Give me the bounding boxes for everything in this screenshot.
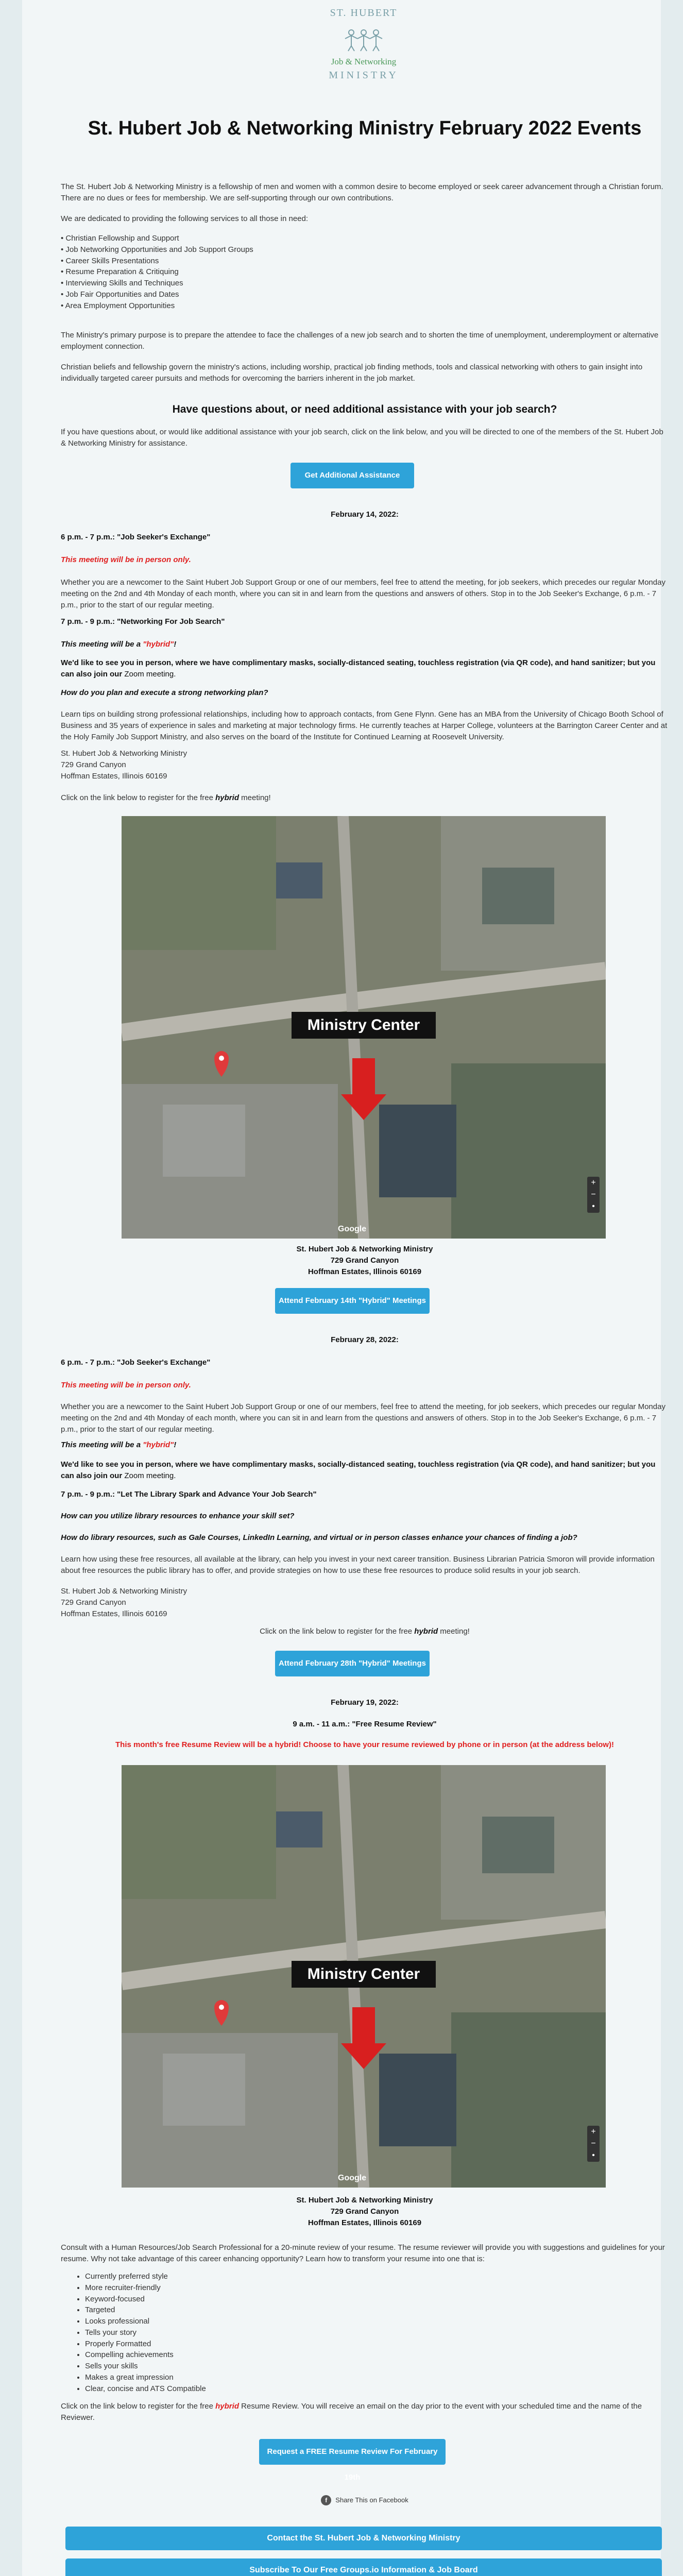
quality-item: • Makes a great impression xyxy=(85,2372,677,2383)
map-label: Ministry Center xyxy=(307,1965,420,1982)
feb14-session1-title: 6 p.m. - 7 p.m.: "Job Seeker's Exchange" xyxy=(61,533,211,541)
quality-item: • Sells your skills xyxy=(85,2361,677,2372)
assistance-paragraph: If you have questions about, or would like additional assistance with your job search, click on the link below, and you will be directed to one of the members of the St. Hubert Job & Networking Ministry for assistance. xyxy=(61,428,663,448)
feb14-session2-title: 7 p.m. - 9 p.m.: "Networking For Job Search" xyxy=(61,617,225,626)
feb28-link-text: Click on the link below to register for the free hybrid meeting! xyxy=(260,1627,470,1636)
feb14-session1-note: This meeting will be in person only. xyxy=(61,555,191,564)
quality-item: • Clear, concise and ATS Compatible xyxy=(85,2383,677,2395)
quality-item: • Tells your story xyxy=(85,2327,677,2338)
quality-item: • Keyword-focused xyxy=(85,2294,677,2305)
feb14-address-3: Hoffman Estates, Illinois 60169 xyxy=(61,772,167,781)
quality-item: • Compelling achievements xyxy=(85,2349,677,2361)
feb14-map-caption-3: Hoffman Estates, Illinois 60169 xyxy=(308,1267,422,1276)
zoom-link[interactable]: Zoom meeting. xyxy=(122,669,176,679)
feb14-address-1: St. Hubert Job & Networking Ministry xyxy=(61,749,187,758)
request-resume-review-button[interactable]: Request a FREE Resume Review For February 19th xyxy=(259,2439,446,2465)
feb28-welcome: We'd like to see you in person, where we have complimentary masks, socially-distanced seating, touchless registration (via QR code), and hand sanitizer; but you can also join our Zoom meeting. xyxy=(61,1460,656,1480)
feb28-address-3: Hoffman Estates, Illinois 60169 xyxy=(61,1609,167,1618)
feb19-link-text: Click on the link below to register for the free hybrid Resume Review. You will receive an email on the day prior to the event with your scheduled time and the name of the Reviewer. xyxy=(61,2402,642,2422)
zoom-link[interactable]: Zoom meeting. xyxy=(122,1471,176,1480)
resume-qualities-list xyxy=(74,2271,677,2394)
feb19-date: February 19, 2022: xyxy=(331,1698,399,1707)
service-item: • Career Skills Presentations xyxy=(61,256,159,265)
feb14-map-caption-2: 729 Grand Canyon xyxy=(330,1256,399,1265)
feb28-session1-title: 6 p.m. - 7 p.m.: "Job Seeker's Exchange" xyxy=(61,1358,211,1367)
logo-text-top: ST. HUBERT xyxy=(330,7,398,19)
figures-logo-icon xyxy=(343,28,384,52)
feb14-date: February 14, 2022: xyxy=(331,510,399,519)
get-assistance-button[interactable]: Get Additional Assistance xyxy=(291,463,414,488)
newsletter-card xyxy=(22,0,668,2576)
feb19-map-caption-1: St. Hubert Job & Networking Ministry xyxy=(296,2196,433,2205)
services-list xyxy=(61,233,669,311)
attend-feb14-button[interactable]: Attend February 14th "Hybrid" Meetings xyxy=(275,1288,430,1314)
intro-paragraph-3: The Ministry's primary purpose is to prepare the attendee to face the challenges of a new job search and to shorten the time of unemployment, underemployment or alternative employment connection. xyxy=(61,331,659,351)
feb28-question-2: How do library resources, such as Gale Courses, LinkedIn Learning, and virtual or in person classes enhance your chances of finding a job? xyxy=(61,1533,577,1542)
service-item: • Job Networking Opportunities and Job Support Groups xyxy=(61,245,253,254)
subscribe-groups-button[interactable]: Subscribe To Our Free Groups.io Information & Job Board xyxy=(65,2558,662,2576)
feb14-hybrid-note: This meeting will be a "hybrid"! xyxy=(61,640,177,649)
feb19-map-caption-3: Hoffman Estates, Illinois 60169 xyxy=(308,2218,422,2227)
feb14-address-2: 729 Grand Canyon xyxy=(61,760,126,769)
feb14-session1-desc: Whether you are a newcomer to the Saint Hubert Job Support Group or one of our members, feel free to attend the meeting, for job seekers, which precedes our regular Monday meeting on the 2nd and 4th Monday of each month, where you can sit in and learn from the questions and answers of others. Stop in to the Job Seeker's Exchange, 6 p.m. - 7 p.m., prior to the start of our regular meeting. xyxy=(61,578,665,609)
feb19-desc: Consult with a Human Resources/Job Search Professional for a 20-minute review of your resume. The resume reviewer will provide you with suggestions and guidelines for your resume. Why not take advantage of this career enhancing opportunity? Learn how to transform your resume into one that is: xyxy=(61,2243,665,2263)
ministry-center-map-2[interactable] xyxy=(122,1765,606,2188)
feb14-map-caption-1: St. Hubert Job & Networking Ministry xyxy=(296,1245,433,1253)
feb28-desc: Learn how using these free resources, all available at the library, can help you invest in your next career transition. Business Librarian Patricia Smoron will provide information about free resources the public library has to offer, and provide strategies on how to use these free resources to produce solid results in your job search. xyxy=(61,1555,655,1575)
ministry-center-map[interactable] xyxy=(122,816,606,1239)
service-item: • Resume Preparation & Critiquing xyxy=(61,267,179,277)
feb14-question: How do you plan and execute a strong networking plan? xyxy=(61,688,268,697)
logo-text-bottom: MINISTRY xyxy=(329,70,399,81)
page-title: St. Hubert Job & Networking Ministry February 2022 Events xyxy=(88,117,642,139)
feb28-date: February 28, 2022: xyxy=(331,1335,399,1344)
quality-item: • More recruiter-friendly xyxy=(85,2282,677,2294)
google-logo: Google xyxy=(338,1225,367,1233)
feb28-address-1: St. Hubert Job & Networking Ministry xyxy=(61,1587,187,1596)
intro-paragraph-4: Christian beliefs and fellowship govern the ministry's actions, including worship, practical job finding methods, tools and classical networking with others to gain insight into individually targeted career pursuits and methods for overcoming the barriers inherent in the job market. xyxy=(61,363,643,383)
feb28-session2-title: 7 p.m. - 9 p.m.: "Let The Library Spark and Advance Your Job Search" xyxy=(61,1490,317,1499)
feb14-desc: Learn tips on building strong professional relationships, including how to approach contacts, from Gene Flynn. Gene has an MBA from the University of Chicago Booth School of Business and 35 years of experience in sales and marketing at major technology firms. He currently teaches at Harper College, volunteers at the Barrington Career Center and at the Holy Family Job Support Ministry, and also serves on the board of the Institute for Continued Learning at Roosevelt University. xyxy=(61,710,668,741)
feb28-address-2: 729 Grand Canyon xyxy=(61,1598,126,1607)
quality-item: • Currently preferred style xyxy=(85,2271,677,2282)
zoom-controls[interactable]: + − • xyxy=(587,1177,600,1213)
feb19-note: This month's free Resume Review will be a hybrid! Choose to have your resume reviewed by phone or in person (at the address below)! xyxy=(115,1740,614,1749)
quality-item: • Properly Formatted xyxy=(85,2338,677,2350)
contact-ministry-button[interactable]: Contact the St. Hubert Job & Networking Ministry xyxy=(65,2527,662,2550)
zoom-controls[interactable]: + − • xyxy=(587,2126,600,2162)
attend-feb28-button[interactable]: Attend February 28th "Hybrid" Meetings xyxy=(275,1651,430,1676)
intro-paragraph-2: We are dedicated to providing the following services to all those in need: xyxy=(61,214,309,223)
service-item: • Interviewing Skills and Techniques xyxy=(61,279,183,287)
feb14-link-text: Click on the link below to register for the free hybrid meeting! xyxy=(61,793,271,802)
quality-item: • Targeted xyxy=(85,2304,677,2316)
logo-text-middle: Job & Networking xyxy=(331,56,397,66)
map-label: Ministry Center xyxy=(307,1016,420,1033)
intro-paragraph-1: The St. Hubert Job & Networking Ministry is a fellowship of men and women with a common desire to become employed or seek career advancement through a Christian forum. There are no dues or fees for membership. We are self-supporting through our own contributions. xyxy=(61,182,663,202)
feb14-welcome: We'd like to see you in person, where we have complimentary masks, socially-distanced seating, touchless registration (via QR code), and hand sanitizer; but you can also join our Zoom meeting. xyxy=(61,658,656,679)
feb28-session1-desc: Whether you are a newcomer to the Saint Hubert Job Support Group or one of our members, feel free to attend the meeting, for job seekers, which precedes our regular Monday meeting on the 2nd and 4th Monday of each month, where you can sit in and learn from the questions and answers of others. Stop in to the Job Seeker's Exchange, 6 p.m. - 7 p.m., prior to the start of our regular meeting. xyxy=(61,1402,665,1434)
service-item: • Job Fair Opportunities and Dates xyxy=(61,290,179,299)
share-icon: f xyxy=(321,2495,331,2505)
assistance-heading: Have questions about, or need additional assistance with your job search? xyxy=(172,403,557,415)
feb19-session-title: 9 a.m. - 11 a.m.: "Free Resume Review" xyxy=(293,1720,437,1728)
google-logo: Google xyxy=(338,2174,367,2182)
quality-item: • Looks professional xyxy=(85,2316,677,2327)
service-item: • Christian Fellowship and Support xyxy=(61,234,179,243)
ministry-logo xyxy=(312,7,415,95)
feb19-map-caption-2: 729 Grand Canyon xyxy=(330,2207,399,2216)
feb28-hybrid-note: This meeting will be a "hybrid"! xyxy=(61,1440,177,1449)
share-facebook-link[interactable]: f Share This on Facebook xyxy=(61,2495,669,2506)
feb28-question-1: How can you utilize library resources to enhance your skill set? xyxy=(61,1512,295,1520)
feb28-session1-note: This meeting will be in person only. xyxy=(61,1381,191,1389)
service-item: • Area Employment Opportunities xyxy=(61,301,175,310)
